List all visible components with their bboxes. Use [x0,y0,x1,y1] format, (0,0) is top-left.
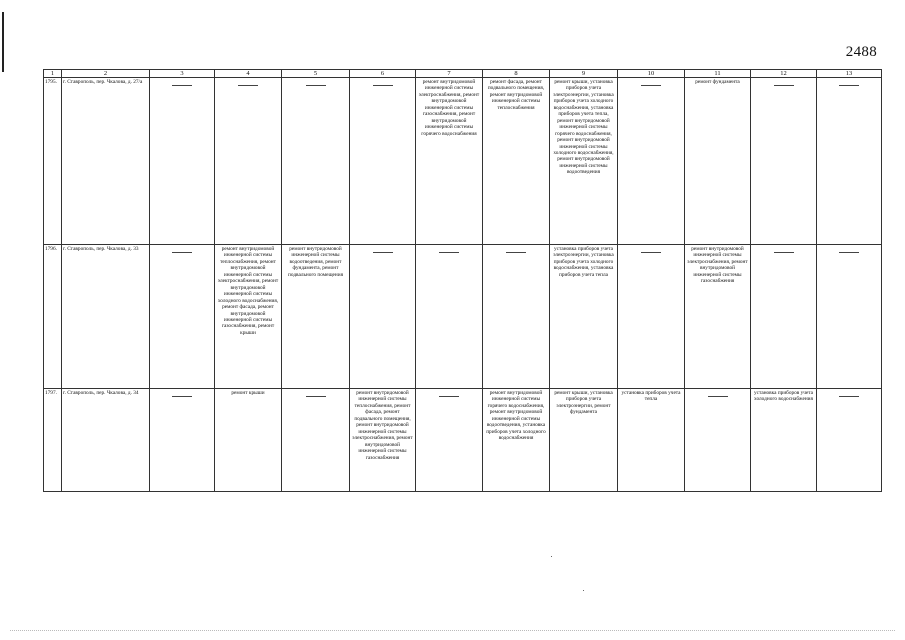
empty-cell-dash [641,252,661,253]
column-header: 9 [550,70,618,78]
register-table [43,69,882,492]
work-cell [618,245,685,389]
work-cell [817,245,882,389]
column-header: 10 [618,70,685,78]
row-address: г. Ставрополь, пер. Чкалова, д. 33 [62,245,150,389]
work-description: ремонт внутридомовой инженерной системы теплоснабжения, ремонт внутридомовой инженерной системы электроснабжения, ремонт внутридомовой инженерной системы холодного водоснабжения, ремонт фасада, ремонт внутридомовой инженерной системы газоснабжения, ремонт крыши [217,246,279,336]
work-description: ремонт внутридомовой инженерной системы электроснабжения, ремонт внутридомовой инженерной системы газоснабжения [687,246,748,285]
table-row [44,389,882,492]
empty-cell-dash [839,252,859,253]
work-cell [150,78,215,245]
empty-cell-dash [172,252,192,253]
scan-footer-noise [10,630,895,632]
work-cell [282,245,350,389]
column-header: 1 [44,70,62,78]
column-header: 4 [215,70,282,78]
work-description: ремонт внутридомовой инженерной системы теплоснабжения, ремонт фасада, ремонт подвального помещения, ремонт внутридомовой инженерной системы электроснабжения, ремонт внутридомовой инженерной системы газоснабжения [352,390,413,461]
work-cell [685,78,751,245]
empty-cell-dash [172,396,192,397]
column-header: 5 [282,70,350,78]
work-description: ремонт крыши [231,390,265,396]
empty-cell-dash [839,396,859,397]
work-cell [350,389,416,492]
work-description: ремонт фасада, ремонт подвального помещения, ремонт внутридомовой инженерной системы теплоснабжения [487,79,545,111]
work-cell [416,78,483,245]
empty-cell-dash [839,85,859,86]
scan-speck [583,590,584,591]
work-cell [751,389,817,492]
work-cell [483,78,550,245]
work-cell [215,245,282,389]
work-cell [150,389,215,492]
work-cell [350,245,416,389]
work-cell [282,389,350,492]
empty-cell-dash [373,252,393,253]
empty-cell-dash [708,396,728,397]
work-description: ремонт внутридомовой инженерной системы водоотведения, ремонт фундамента, ремонт подвального помещения [287,246,344,278]
column-header: 6 [350,70,416,78]
work-cell [618,78,685,245]
column-header: 13 [817,70,882,78]
empty-cell-dash [172,85,192,86]
empty-cell-dash [506,252,526,253]
work-cell [150,245,215,389]
work-description: ремонт крыши, установка приборов учета электроэнергии, установка приборов учета холодного водоснабжения, установка приборов учета тепла, ремонт внутридомовой инженерной системы горячего водоснабжения, ремонт внутридомовой инженерной системы холодного водоснабжения, ремонт внутридомовой инженерной системы водоотведения [553,79,614,176]
work-cell [685,245,751,389]
scan-edge-mark [2,12,4,72]
work-cell [416,245,483,389]
work-description: ремонт крыши, установка приборов учета электроэнергии, ремонт фундамента [554,390,613,416]
work-cell [483,389,550,492]
empty-cell-dash [306,85,326,86]
table-row [44,78,882,245]
empty-cell-dash [439,252,459,253]
empty-cell-dash [641,85,661,86]
work-cell [483,245,550,389]
row-address: г. Ставрополь, пер. Чкалова, д. 27/а [62,78,150,245]
row-address: г. Ставрополь, пер. Чкалова, д. 34 [62,389,150,492]
work-description: установка приборов учета холодного водоснабжения [753,390,814,403]
column-header: 12 [751,70,817,78]
work-cell [550,389,618,492]
empty-cell-dash [774,85,794,86]
page-number: 2488 [845,44,877,60]
empty-cell-dash [306,396,326,397]
empty-cell-dash [439,396,459,397]
work-description: установка приборов учета тепла [621,390,681,403]
work-cell [282,78,350,245]
work-cell [751,78,817,245]
column-header: 2 [62,70,150,78]
work-cell [416,389,483,492]
work-cell [618,389,685,492]
empty-cell-dash [238,85,258,86]
row-number: 1795. [44,78,62,245]
row-number: 1796. [44,245,62,389]
work-cell [215,389,282,492]
work-description: ремонт внутридомовой инженерной системы горячего водоснабжения, ремонт внутридомовой инженерной системы водоотведения, установка приборов учета холодного водоснабжения [486,390,546,442]
row-number: 1797. [44,389,62,492]
work-cell [550,78,618,245]
work-cell [550,245,618,389]
work-description: ремонт фундамента [695,79,740,85]
work-cell [817,78,882,245]
column-header: 3 [150,70,215,78]
table-row [44,245,882,389]
work-cell [751,245,817,389]
column-header: 11 [685,70,751,78]
work-description: установка приборов учета электроэнергии, установка приборов учета холодного водоснабжения, установка приборов учета тепла [553,246,614,278]
work-cell [685,389,751,492]
work-cell [817,389,882,492]
scan-speck [551,556,552,557]
empty-cell-dash [774,252,794,253]
empty-cell-dash [373,85,393,86]
work-cell [215,78,282,245]
column-header: 8 [483,70,550,78]
work-description: ремонт внутридомовой инженерной системы электроснабжения, ремонт внутридомовой инженерной системы газоснабжения, ремонт внутридомовой инженерной системы горячего водоснабжения [418,79,480,137]
work-cell [350,78,416,245]
column-number-row [44,70,882,78]
column-header: 7 [416,70,483,78]
